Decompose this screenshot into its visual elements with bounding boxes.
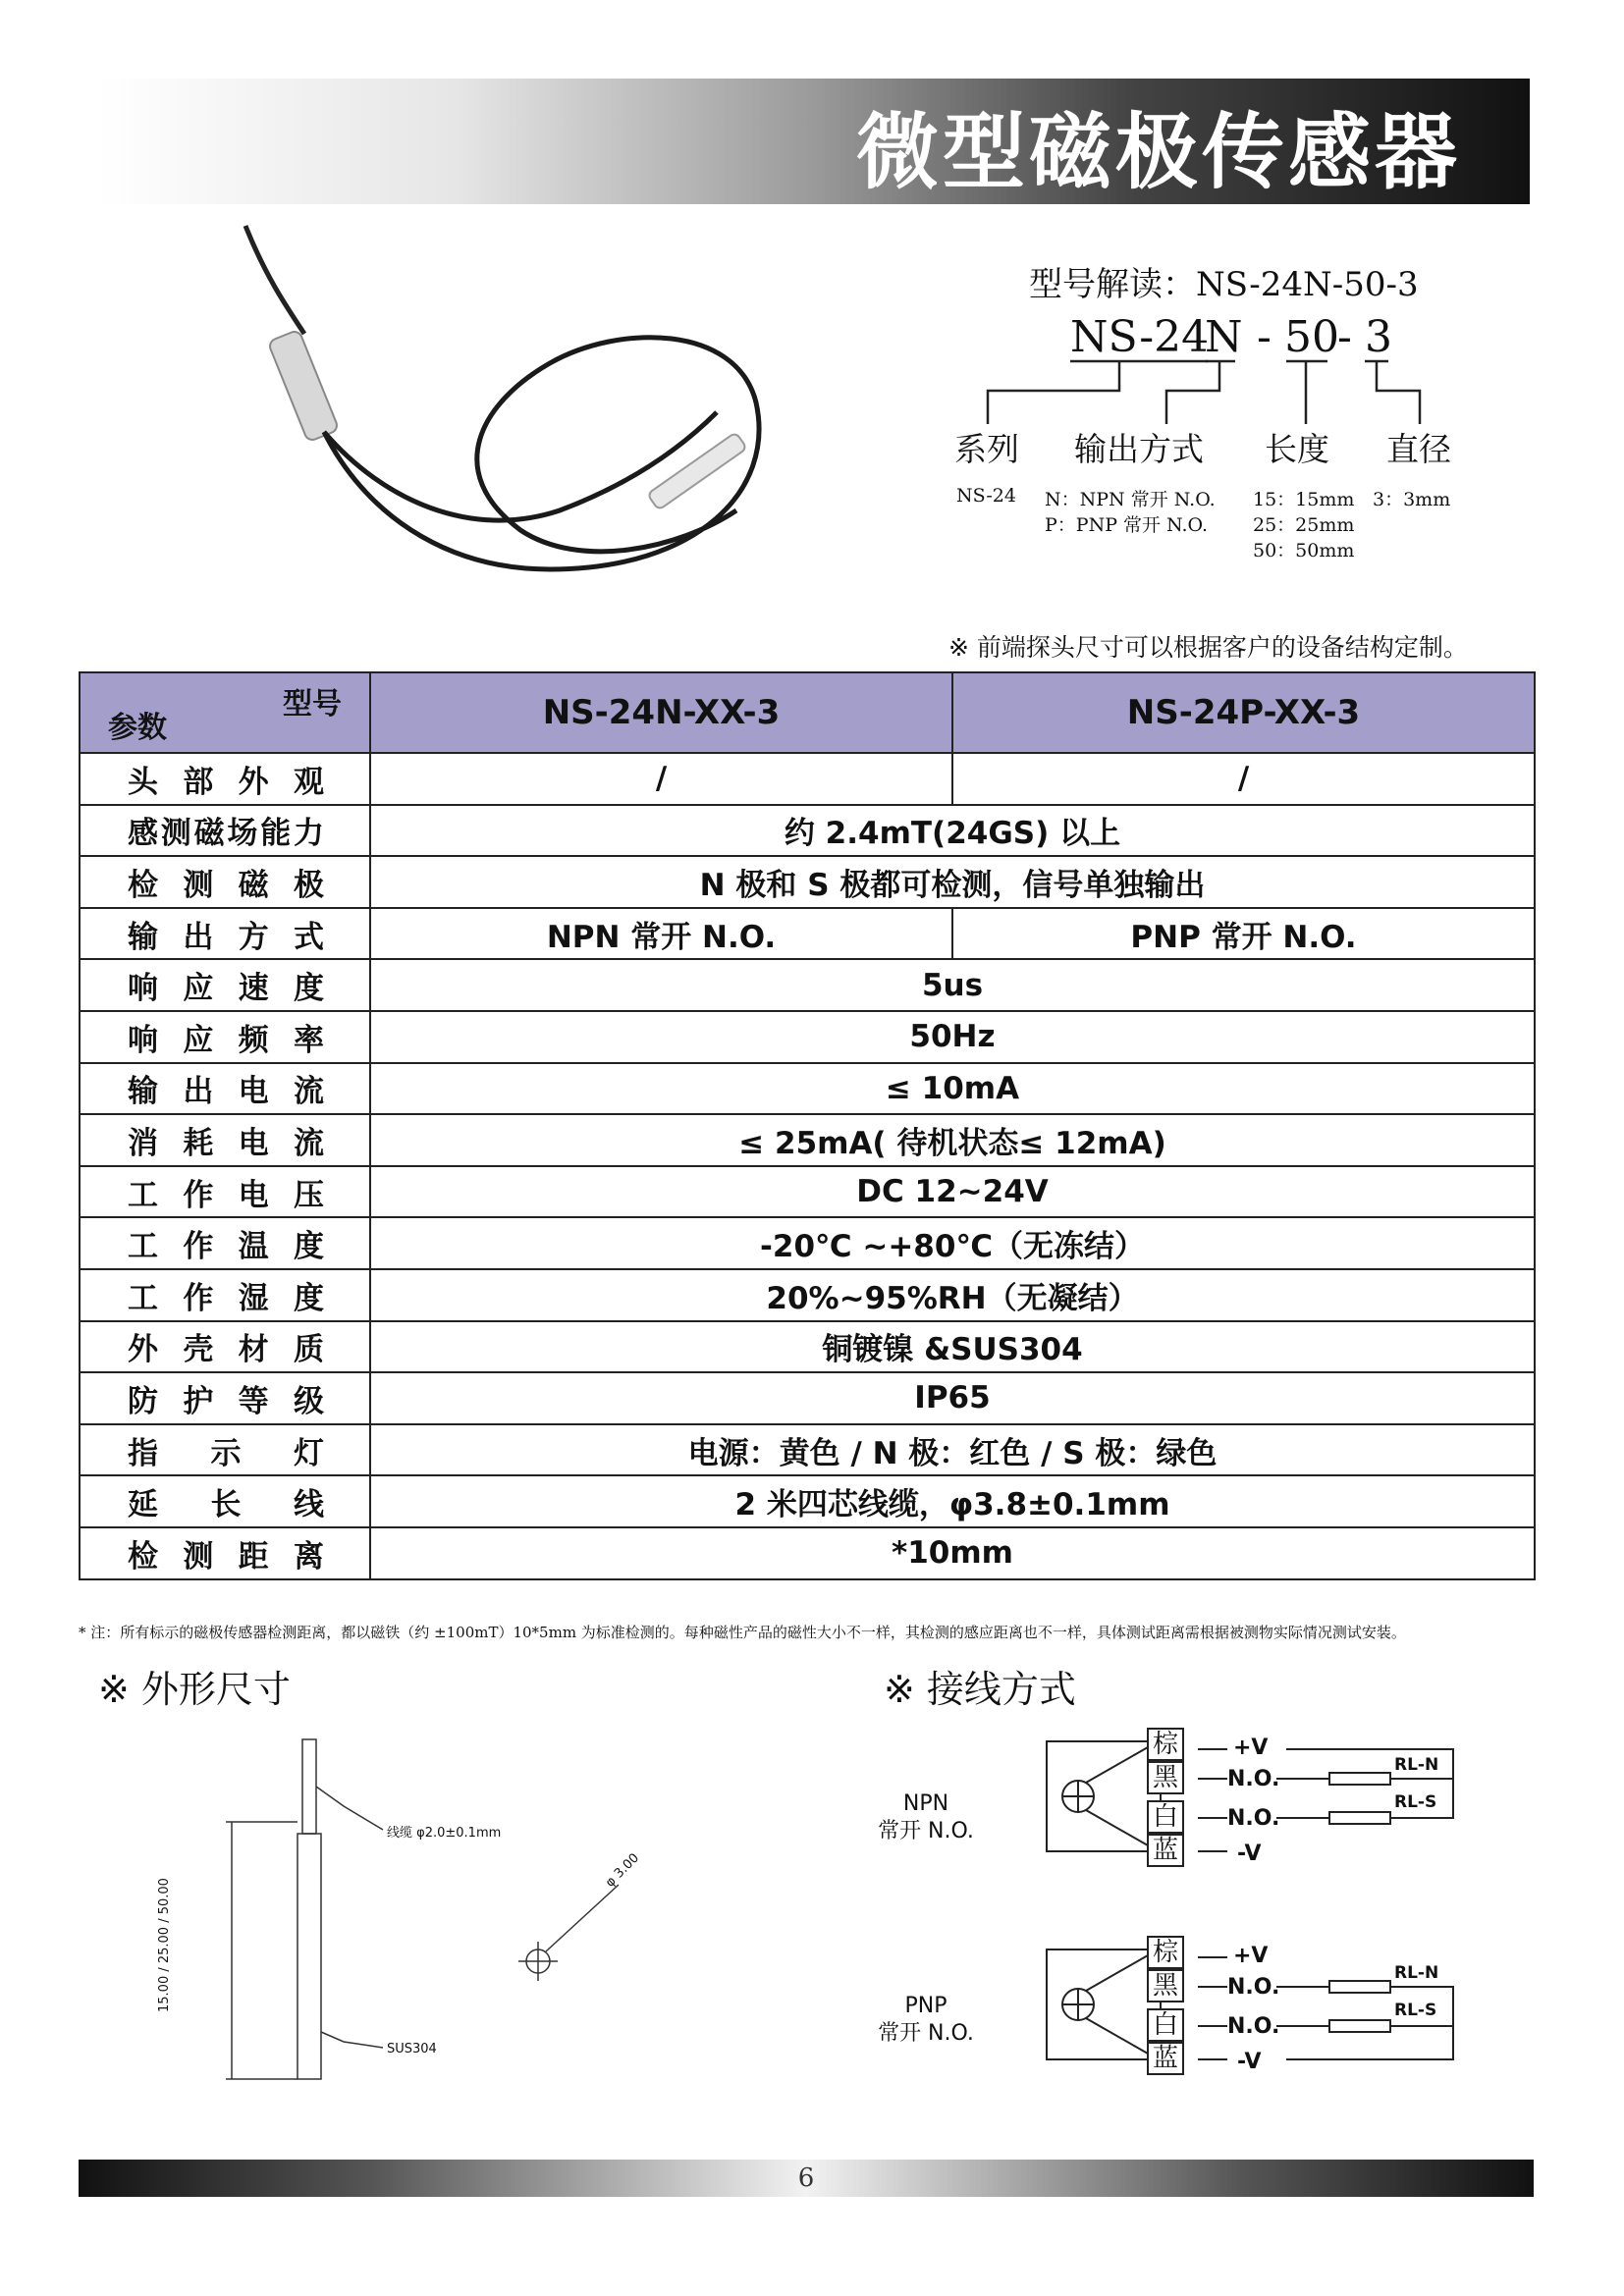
param-label: 工作温度 xyxy=(80,1217,370,1269)
terminal-plus-v: +V xyxy=(1233,1735,1269,1760)
note-output-n: N：NPN 常开 N.O. xyxy=(1045,489,1216,510)
wiring-title: ※ 接线方式 xyxy=(884,1668,1076,1711)
table-row xyxy=(80,1011,1535,1063)
length-dimension-label: 15.00 / 25.00 / 50.00 xyxy=(157,1878,172,2012)
value-shared: 铜镀镍 &SUS304 xyxy=(370,1321,1535,1373)
cable-dimension-label: 线缆 φ2.0±0.1mm xyxy=(387,1826,502,1841)
probe-custom-note: ※ 前端探头尺寸可以根据客户的设备结构定制。 xyxy=(948,633,1468,662)
value-shared: *10mm xyxy=(370,1527,1535,1579)
table-row xyxy=(80,856,1535,908)
table-header-row xyxy=(80,672,1535,753)
wire-color-white: 白 xyxy=(1147,1800,1184,1834)
table-row xyxy=(80,959,1535,1011)
param-label: 工作电压 xyxy=(80,1166,370,1218)
wire-color-black: 黑 xyxy=(1147,1969,1184,2002)
table-row xyxy=(80,1424,1535,1476)
corner-param-label: 参数 xyxy=(108,711,167,745)
note-diameter-3: 3：3mm xyxy=(1373,489,1451,510)
param-label: 防护等级 xyxy=(80,1372,370,1424)
note-series: NS-24 xyxy=(956,485,1016,507)
code-dash: - xyxy=(1337,312,1352,362)
table-row xyxy=(80,1527,1535,1579)
value-shared: 20%~95%RH（无凝结） xyxy=(370,1269,1535,1321)
table-row xyxy=(80,1114,1535,1166)
table-corner-cell xyxy=(80,672,370,753)
page-number: 6 xyxy=(797,2163,815,2193)
param-label: 响应速度 xyxy=(80,959,370,1011)
terminal-minus-v: -V xyxy=(1237,2050,1262,2074)
npn-subtype: 常开 N.O. xyxy=(878,1819,974,1843)
table-row xyxy=(80,908,1535,960)
terminal-no: N.O. xyxy=(1227,2014,1280,2039)
dimension-drawing xyxy=(196,1728,687,2101)
npn-type: NPN xyxy=(902,1791,949,1816)
code-series: NS-24 xyxy=(1070,312,1210,362)
terminal-no: N.O. xyxy=(1227,1975,1280,2000)
param-label: 响应频率 xyxy=(80,1011,370,1063)
param-label: 输出方式 xyxy=(80,908,370,960)
param-label: 工作湿度 xyxy=(80,1269,370,1321)
decode-connector-lines xyxy=(972,355,1434,434)
legend-length: 长度 xyxy=(1265,430,1329,468)
param-label: 指示灯 xyxy=(80,1424,370,1476)
value-shared: -20℃ ~+80℃（无冻结） xyxy=(370,1217,1535,1269)
value-shared: 2 米四芯线缆，φ3.8±0.1mm xyxy=(370,1475,1535,1527)
table-row xyxy=(80,1372,1535,1424)
page-title: 微型磁极传感器 xyxy=(855,104,1461,200)
pnp-type: PNP xyxy=(904,1994,947,2018)
table-row xyxy=(80,1269,1535,1321)
value-shared: 5us xyxy=(370,959,1535,1011)
wire-color-white: 白 xyxy=(1147,2008,1184,2042)
value-shared: ≤ 25mA( 待机状态≤ 12mA) xyxy=(370,1114,1535,1166)
decode-title: 型号解读：NS-24N-50-3 xyxy=(1029,265,1419,304)
wire-color-blue: 蓝 xyxy=(1147,1834,1184,1867)
param-label: 外壳材质 xyxy=(80,1321,370,1373)
note-length-50: 50：50mm xyxy=(1253,540,1355,561)
note-output-p: P：PNP 常开 N.O. xyxy=(1045,514,1209,536)
value-shared: 约 2.4mT(24GS) 以上 xyxy=(370,805,1535,857)
pnp-label xyxy=(872,1993,980,2048)
terminal-minus-v: -V xyxy=(1237,1842,1262,1866)
product-image xyxy=(226,216,815,589)
terminal-no: N.O. xyxy=(1227,1767,1280,1791)
npn-label xyxy=(872,1790,980,1845)
wire-color-brown: 棕 xyxy=(1147,1936,1184,1969)
value-shared: 50Hz xyxy=(370,1011,1535,1063)
param-label: 延长线 xyxy=(80,1475,370,1527)
value-n: / xyxy=(370,753,952,805)
spec-table xyxy=(79,671,1536,1580)
code-output: N xyxy=(1205,312,1243,362)
value-p: PNP 常开 N.O. xyxy=(952,908,1535,960)
table-row xyxy=(80,1217,1535,1269)
legend-output: 输出方式 xyxy=(1074,430,1204,468)
param-label: 感测磁场能力 xyxy=(80,805,370,857)
code-dash: - xyxy=(1257,312,1272,362)
table-row xyxy=(80,1321,1535,1373)
wire-color-blue: 蓝 xyxy=(1147,2042,1184,2075)
corner-model-label: 型号 xyxy=(283,687,342,721)
value-shared: DC 12~24V xyxy=(370,1166,1535,1218)
param-label: 输出电流 xyxy=(80,1063,370,1115)
terminal-no: N.O. xyxy=(1227,1806,1280,1831)
table-row xyxy=(80,1166,1535,1218)
pnp-subtype: 常开 N.O. xyxy=(878,2021,974,2046)
load-rl-n: RL-N xyxy=(1394,1963,1439,1983)
legend-diameter: 直径 xyxy=(1386,430,1451,468)
dimensions-title: ※ 外形尺寸 xyxy=(98,1668,291,1711)
footnote: * 注：所有标示的磁极传感器检测距离，都以磁铁（约 ±100mT）10*5mm 为标准检测的。每种磁性产品的磁性大小不一样，其检测的感应距离也不一样，具体测试距离需根据被测物实际情况测试安装。 xyxy=(79,1624,1406,1641)
model-p-header: NS-24P-XX-3 xyxy=(952,672,1535,753)
wire-color-brown: 棕 xyxy=(1147,1728,1184,1761)
note-length-25: 25：25mm xyxy=(1253,514,1355,536)
value-shared: IP65 xyxy=(370,1372,1535,1424)
note-length-15: 15：15mm xyxy=(1253,489,1355,510)
param-label: 检测距离 xyxy=(80,1527,370,1579)
value-shared: ≤ 10mA xyxy=(370,1063,1535,1115)
table-row xyxy=(80,1475,1535,1527)
material-label: SUS304 xyxy=(387,2042,437,2056)
value-shared: 电源：黄色 / N 极：红色 / S 极：绿色 xyxy=(370,1424,1535,1476)
value-p: / xyxy=(952,753,1535,805)
diameter-label: φ 3.00 xyxy=(603,1850,643,1891)
code-length: 50 xyxy=(1284,312,1339,362)
table-row xyxy=(80,1063,1535,1115)
load-rl-n: RL-N xyxy=(1394,1755,1439,1775)
value-shared: N 极和 S 极都可检测，信号单独输出 xyxy=(370,856,1535,908)
header-banner xyxy=(98,79,1530,204)
load-rl-s: RL-S xyxy=(1394,1792,1437,1812)
param-label: 检测磁极 xyxy=(80,856,370,908)
terminal-plus-v: +V xyxy=(1233,1944,1269,1968)
model-n-header: NS-24N-XX-3 xyxy=(370,672,952,753)
footer-bar xyxy=(79,2160,1534,2197)
table-row xyxy=(80,805,1535,857)
legend-series: 系列 xyxy=(954,430,1019,468)
param-label: 消耗电流 xyxy=(80,1114,370,1166)
table-row xyxy=(80,753,1535,805)
param-label: 头部外观 xyxy=(80,753,370,805)
code-diameter: 3 xyxy=(1365,312,1392,362)
wire-color-black: 黑 xyxy=(1147,1761,1184,1794)
value-n: NPN 常开 N.O. xyxy=(370,908,952,960)
load-rl-s: RL-S xyxy=(1394,2001,1437,2020)
